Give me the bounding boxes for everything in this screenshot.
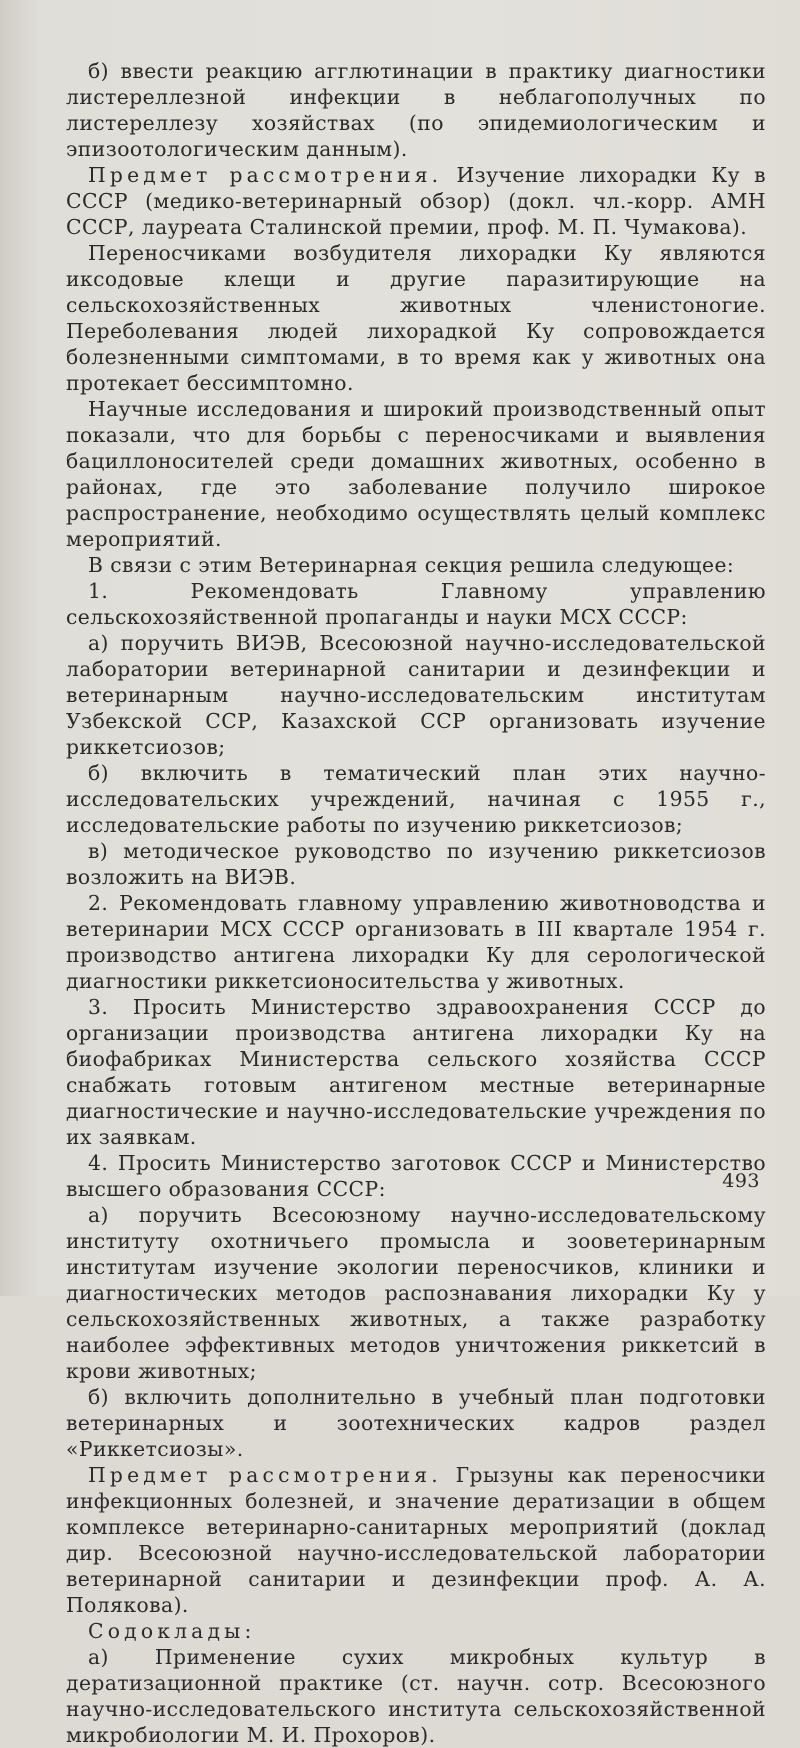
paragraph-text: 4. Просить Министерство заготовок СССР и Министерство высшего образования СССР:: [66, 1151, 766, 1201]
page-number: 493: [722, 1170, 760, 1192]
paragraph-text: а) поручить ВИЭВ, Всесоюзной научно-исследовательской лаборатории ветеринарной санитарии и дезинфекции и ветеринарным научно-исследовательским институтам Узбекской ССР, Казахской ССР организовать изучение риккетсиозов;: [66, 631, 766, 759]
paragraph-text: Переносчиками возбудителя лихорадки Ку являются иксодовые клещи и другие паразитирующие на сельскохозяйственных животных членистоногие. Переболевания людей лихорадкой Ку сопровождается болезненными симптомами, в то время как у животных она протекает бессимптомно.: [66, 241, 766, 395]
paragraph-text: б) включить дополнительно в учебный план подготовки ветеринарных и зоотехнических кадров раздел «Риккетсиозы».: [66, 1385, 766, 1461]
paragraph: [66, 58, 766, 162]
paragraph-text: в) методическое руководство по изучению риккетсиозов возложить на ВИЭВ.: [66, 839, 766, 889]
paragraph: [66, 1384, 766, 1462]
spaced-heading: Предмет рассмотрения.: [88, 1463, 442, 1487]
paragraph-text: 2. Рекомендовать главному управлению животноводства и ветеринарии МСХ СССР организовать в III квартале 1954 г. производство антигена лихорадки Ку для серологической диагностики риккетсионосительства у животных.: [66, 891, 766, 993]
paragraph-text: 3. Просить Министерство здравоохранения СССР до организации производства антигена лихорадки Ку на биофабриках Министерства сельского хозяйства СССР снабжать готовым антигеном местные ветеринарные диагностические и научно-исследовательские учреждения по их заявкам.: [66, 995, 766, 1149]
paragraph: [66, 240, 766, 396]
paragraph-text: б) ввести реакцию агглютинации в практику диагностики листереллезной инфекции в неблагополучных по листереллезу хозяйствах (по эпидемиологическим и эпизоотологическим данным).: [66, 59, 766, 161]
paragraph: [66, 578, 766, 630]
spaced-heading: Содоклады:: [88, 1619, 256, 1643]
paragraph-text: а) поручить Всесоюзному научно-исследовательскому институту охотничьего промысла и зооветеринарным институтам изучение экологии переносчиков, клиники и диагностических методов распознавания лихорадки Ку у сельскохозяйственных животных, а также разработку наиболее эффективных методов уничтожения риккетсий в крови животных;: [66, 1203, 766, 1383]
paragraph: [66, 552, 766, 578]
paragraph-text: Изучение лихорадки Ку в СССР (медико-ветеринарный обзор) (докл. чл.-корр. АМН СССР, лауреата Сталинской премии, проф. М. П. Чумакова).: [66, 163, 766, 239]
paragraph: [66, 994, 766, 1150]
paragraph: [66, 1150, 766, 1202]
paragraph-subheading: [66, 1618, 766, 1644]
paragraph-text: Грызуны как переносчики инфекционных болезней, и значение дератизации в общем комплексе ветеринарно-санитарных мероприятий (доклад дир. Всесоюзной научно-исследовательской лаборатории ветеринарной санитарии и дезинфекции проф. А. А. Полякова).: [66, 1463, 766, 1617]
paragraph-text: В связи с этим Ветеринарная секция решила следующее:: [88, 553, 735, 577]
paragraph-text: а) Применение сухих микробных культур в дератизационной практике (ст. научн. сотр. Всесоюзного научно-исследовательского института сельскохозяйственной микробиологии М. И. Прохоров).: [66, 1645, 766, 1747]
paragraph: [66, 396, 766, 552]
paragraph-subject-heading: [66, 162, 766, 240]
paragraph-subject-heading: [66, 1462, 766, 1618]
paragraph: [66, 890, 766, 994]
paragraph-text: 1. Рекомендовать Главному управлению сельскохозяйственной пропаганды и науки МСХ СССР:: [66, 579, 766, 629]
paragraph: [66, 1202, 766, 1384]
spaced-heading: Предмет рассмотрения.: [88, 163, 443, 187]
paragraph: [66, 630, 766, 760]
paragraph-text: Научные исследования и широкий производственный опыт показали, что для борьбы с переносчиками и выявления бациллоносителей среди домашних животных, особенно в районах, где это заболевание получило широкое распространение, необходимо осуществлять целый комплекс мероприятий.: [66, 397, 766, 551]
paragraph: [66, 760, 766, 838]
paragraph: [66, 1644, 766, 1748]
paragraph-text: б) включить в тематический план этих научно-исследовательских учреждений, начиная с 1955 г., исследовательские работы по изучению риккетсиозов;: [66, 761, 766, 837]
paragraph: [66, 838, 766, 890]
page-body-text: [66, 58, 766, 1748]
